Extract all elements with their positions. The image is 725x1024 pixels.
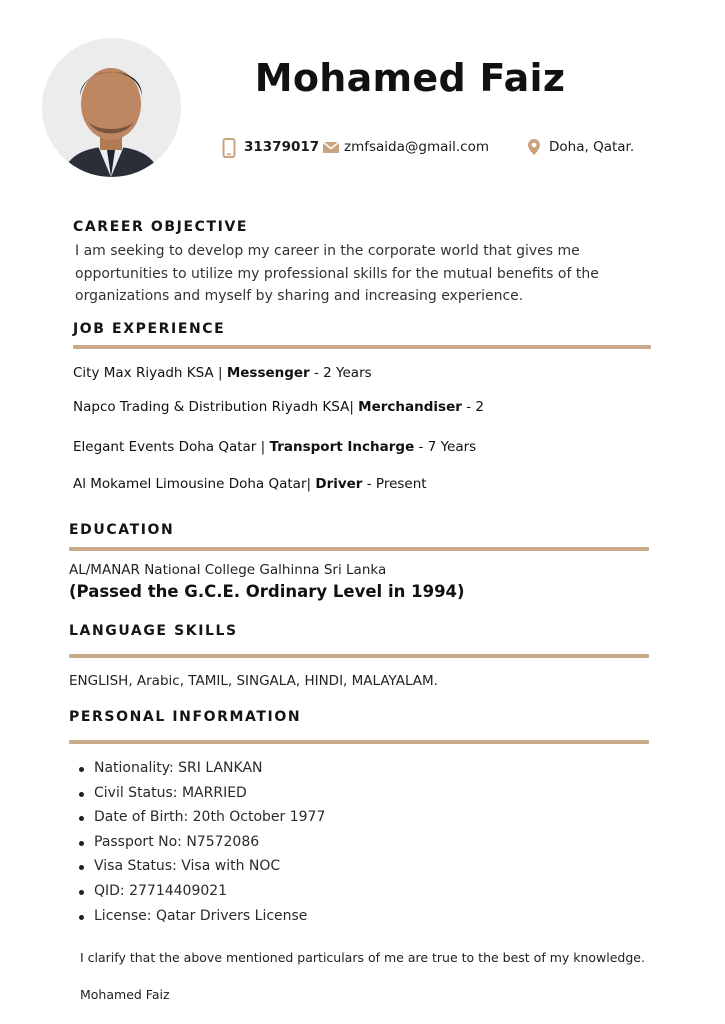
job-item xyxy=(73,439,476,455)
list-item: Visa Status: Visa with NOC xyxy=(76,854,325,879)
job-role: Merchandiser xyxy=(358,399,462,415)
section-divider xyxy=(73,345,651,349)
job-company: City Max Riyadh KSA | xyxy=(73,365,223,381)
section-divider xyxy=(69,654,649,658)
contact-location xyxy=(527,138,634,156)
job-duration: - 2 Years xyxy=(309,365,372,381)
language-skills-heading: LANGUAGE SKILLS xyxy=(69,623,238,639)
signature-name: Mohamed Faiz xyxy=(80,987,170,1002)
job-experience-heading: JOB EXPERIENCE xyxy=(73,321,226,337)
career-objective-heading: CAREER OBJECTIVE xyxy=(73,219,249,235)
personal-info-heading: PERSONAL INFORMATION xyxy=(69,709,302,725)
job-duration: - 7 Years xyxy=(414,439,477,455)
list-item: QID: 27714409021 xyxy=(76,879,325,904)
job-company: Al Mokamel Limousine Doha Qatar| xyxy=(73,476,312,492)
job-item xyxy=(73,365,372,381)
job-role: Transport Incharge xyxy=(269,439,415,455)
email-address: zmfsaida@gmail.com xyxy=(344,139,490,155)
list-item: Nationality: SRI LANKAN xyxy=(76,756,325,781)
job-company: Napco Trading & Distribution Riyadh KSA| xyxy=(73,399,359,415)
candidate-name: Mohamed Faiz xyxy=(254,56,566,100)
declaration-text: I clarify that the above mentioned particulars of me are true to the best of my knowledge. xyxy=(80,950,645,965)
language-list: ENGLISH, Arabic, TAMIL, SINGALA, HINDI, MALAYALAM. xyxy=(69,673,438,689)
list-item: License: Qatar Drivers License xyxy=(76,904,325,929)
education-heading: EDUCATION xyxy=(69,522,175,538)
location-pin-icon xyxy=(527,138,543,156)
contact-phone xyxy=(222,138,319,156)
phone-number: 31379017 xyxy=(244,139,320,155)
list-item: Civil Status: MARRIED xyxy=(76,781,325,806)
mail-icon xyxy=(322,138,338,156)
objective-line: I am seeking to develop my career in the corporate world that gives me xyxy=(75,243,580,259)
section-divider xyxy=(69,547,649,551)
job-role: Messenger xyxy=(226,365,310,381)
job-role: Driver xyxy=(315,476,363,492)
job-item xyxy=(73,476,427,492)
section-divider xyxy=(69,740,649,744)
career-objective-text xyxy=(75,240,675,308)
phone-icon xyxy=(222,138,238,156)
objective-line: organizations and myself by sharing and increasing experience. xyxy=(75,288,524,304)
education-qualification: (Passed the G.C.E. Ordinary Level in 1994) xyxy=(69,582,465,601)
location-text: Doha, Qatar. xyxy=(549,139,635,155)
job-company: Elegant Events Doha Qatar | xyxy=(73,439,266,455)
job-duration: - 2 xyxy=(461,399,484,415)
profile-photo xyxy=(42,38,181,177)
education-school: AL/MANAR National College Galhinna Sri Lanka xyxy=(69,562,387,578)
contact-email xyxy=(322,138,489,156)
personal-info-list xyxy=(76,756,325,928)
job-item xyxy=(73,399,484,415)
list-item: Passport No: N7572086 xyxy=(76,830,325,855)
job-duration: - Present xyxy=(362,476,427,492)
list-item: Date of Birth: 20th October 1977 xyxy=(76,805,325,830)
objective-line: opportunities to utilize my professional skills for the mutual benefits of the xyxy=(75,265,599,282)
